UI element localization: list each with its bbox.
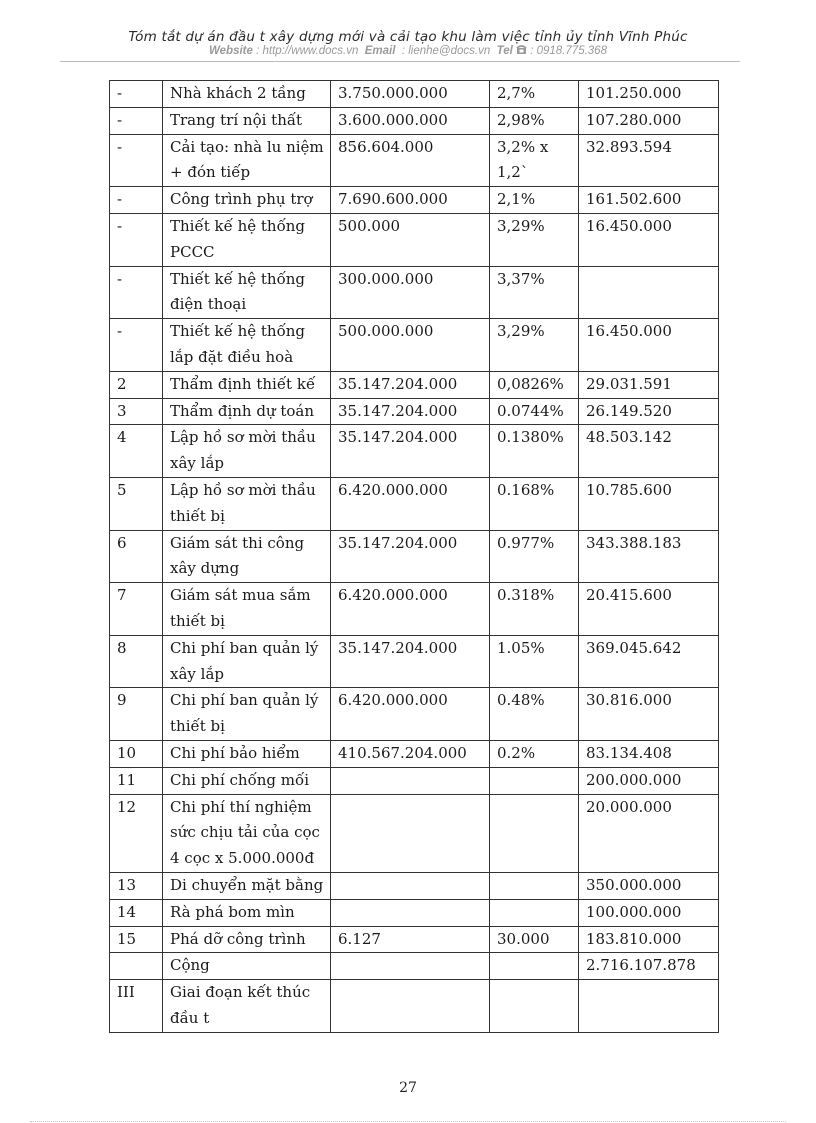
table-row	[110, 81, 719, 108]
row-number: 15	[110, 926, 163, 953]
row-cost: 10.785.600	[579, 477, 719, 530]
row-rate: 1.05%	[490, 635, 579, 688]
table-row	[110, 688, 719, 741]
row-item: Phá dỡ công trình	[163, 926, 331, 953]
row-item: Thiết kế hệ thống điện thoại	[163, 266, 331, 319]
row-rate	[490, 794, 579, 872]
tel-label: Tel	[496, 45, 513, 57]
table-row	[110, 319, 719, 372]
table-row	[110, 425, 719, 478]
row-rate: 0.2%	[490, 740, 579, 767]
row-base-value: 35.147.204.000	[331, 530, 490, 583]
table-row	[110, 872, 719, 899]
email-link[interactable]: : lienhe@docs.vn	[401, 45, 491, 57]
row-cost: 350.000.000	[579, 872, 719, 899]
row-number: -	[110, 134, 163, 187]
row-cost: 16.450.000	[579, 213, 719, 266]
row-number	[110, 953, 163, 980]
row-rate: 0,0826%	[490, 371, 579, 398]
row-base-value: 35.147.204.000	[331, 635, 490, 688]
row-rate: 0.48%	[490, 688, 579, 741]
row-rate: 3,29%	[490, 319, 579, 372]
row-item: Giám sát thi công xây dựng	[163, 530, 331, 583]
row-rate: 0.0744%	[490, 398, 579, 425]
row-number: 3	[110, 398, 163, 425]
phone-icon	[516, 45, 530, 57]
row-number: 4	[110, 425, 163, 478]
row-base-value: 7.690.600.000	[331, 187, 490, 214]
table-row	[110, 107, 719, 134]
table-row	[110, 767, 719, 794]
table-row	[110, 477, 719, 530]
row-base-value: 6.420.000.000	[331, 583, 490, 636]
row-base-value	[331, 953, 490, 980]
row-cost: 16.450.000	[579, 319, 719, 372]
row-cost: 30.816.000	[579, 688, 719, 741]
row-base-value: 6.420.000.000	[331, 477, 490, 530]
row-cost	[579, 980, 719, 1033]
row-cost: 29.031.591	[579, 371, 719, 398]
row-base-value: 35.147.204.000	[331, 425, 490, 478]
row-cost: 20.000.000	[579, 794, 719, 872]
tel-value: : 0918.775.368	[530, 45, 607, 57]
row-base-value: 35.147.204.000	[331, 371, 490, 398]
table-row	[110, 926, 719, 953]
row-number: 7	[110, 583, 163, 636]
row-base-value	[331, 794, 490, 872]
row-item: Công trình phụ trợ	[163, 187, 331, 214]
row-base-value	[331, 980, 490, 1033]
row-number: 2	[110, 371, 163, 398]
row-item: Lập hồ sơ mời thầu thiết bị	[163, 477, 331, 530]
row-cost: 20.415.600	[579, 583, 719, 636]
row-base-value: 3.600.000.000	[331, 107, 490, 134]
row-cost: 26.149.520	[579, 398, 719, 425]
row-item: Chi phí thí nghiệm sức chịu tải của cọc 4 cọc x 5.000.000đ	[163, 794, 331, 872]
row-base-value: 856.604.000	[331, 134, 490, 187]
table-row	[110, 371, 719, 398]
row-item: Thẩm định thiết kế	[163, 371, 331, 398]
row-rate: 0.977%	[490, 530, 579, 583]
row-number: -	[110, 107, 163, 134]
row-rate: 0.1380%	[490, 425, 579, 478]
row-base-value: 3.750.000.000	[331, 81, 490, 108]
row-cost: 183.810.000	[579, 926, 719, 953]
website-link[interactable]: : http://www.docs.vn	[256, 45, 359, 57]
row-cost: 107.280.000	[579, 107, 719, 134]
row-rate	[490, 899, 579, 926]
row-number: -	[110, 187, 163, 214]
page-header	[0, 28, 816, 58]
row-number: -	[110, 213, 163, 266]
page-number: 27	[399, 1080, 417, 1096]
table-row	[110, 794, 719, 872]
row-cost: 2.716.107.878	[579, 953, 719, 980]
row-cost: 101.250.000	[579, 81, 719, 108]
row-base-value: 500.000.000	[331, 319, 490, 372]
row-number: -	[110, 81, 163, 108]
table-row	[110, 899, 719, 926]
row-rate	[490, 872, 579, 899]
row-number: 9	[110, 688, 163, 741]
table-row	[110, 530, 719, 583]
row-base-value	[331, 899, 490, 926]
row-number: 8	[110, 635, 163, 688]
row-rate	[490, 953, 579, 980]
row-rate	[490, 767, 579, 794]
row-base-value: 35.147.204.000	[331, 398, 490, 425]
email-label: Email	[364, 45, 396, 57]
row-base-value	[331, 872, 490, 899]
row-rate: 3,37%	[490, 266, 579, 319]
row-number: 12	[110, 794, 163, 872]
website-label: Website	[209, 45, 253, 57]
table-row	[110, 980, 719, 1033]
row-cost: 100.000.000	[579, 899, 719, 926]
row-rate: 0.168%	[490, 477, 579, 530]
row-number: 11	[110, 767, 163, 794]
row-item: Thẩm định dự toán	[163, 398, 331, 425]
row-rate: 0.318%	[490, 583, 579, 636]
row-item: Cải tạo: nhà lu niệm + đón tiếp	[163, 134, 331, 187]
row-rate: 30.000	[490, 926, 579, 953]
row-number: 13	[110, 872, 163, 899]
row-number: 5	[110, 477, 163, 530]
row-cost: 369.045.642	[579, 635, 719, 688]
row-cost: 200.000.000	[579, 767, 719, 794]
row-item: Trang trí nội thất	[163, 107, 331, 134]
row-number: 10	[110, 740, 163, 767]
row-base-value: 410.567.204.000	[331, 740, 490, 767]
row-number: -	[110, 319, 163, 372]
table-row	[110, 740, 719, 767]
row-cost: 48.503.142	[579, 425, 719, 478]
row-base-value	[331, 767, 490, 794]
row-cost: 343.388.183	[579, 530, 719, 583]
table-row	[110, 213, 719, 266]
row-item: Giám sát mua sắm thiết bị	[163, 583, 331, 636]
cost-table-body	[110, 81, 719, 1033]
row-item: Cộng	[163, 953, 331, 980]
table-row	[110, 635, 719, 688]
row-rate: 3,2% x 1,2`	[490, 134, 579, 187]
table-row	[110, 266, 719, 319]
row-item: Chi phí ban quản lý xây lắp	[163, 635, 331, 688]
table-row	[110, 583, 719, 636]
table-row	[110, 134, 719, 187]
row-number: 6	[110, 530, 163, 583]
row-item: Chi phí bảo hiểm	[163, 740, 331, 767]
row-item: Chi phí ban quản lý thiết bị	[163, 688, 331, 741]
row-item: Chi phí chống mối	[163, 767, 331, 794]
row-cost	[579, 266, 719, 319]
cost-table	[109, 80, 719, 1033]
table-row	[110, 953, 719, 980]
row-number: -	[110, 266, 163, 319]
row-base-value: 500.000	[331, 213, 490, 266]
row-item: Thiết kế hệ thống lắp đặt điều hoà	[163, 319, 331, 372]
row-item: Lập hồ sơ mời thầu xây lắp	[163, 425, 331, 478]
row-cost: 83.134.408	[579, 740, 719, 767]
row-rate: 2,98%	[490, 107, 579, 134]
row-cost: 32.893.594	[579, 134, 719, 187]
row-cost: 161.502.600	[579, 187, 719, 214]
table-row	[110, 398, 719, 425]
header-title: Tóm tắt dự án đầu t xây dựng mới và cải tạo khu làm việc tỉnh ủy tỉnh Vĩnh Phúc	[128, 29, 688, 45]
row-item: Rà phá bom mìn	[163, 899, 331, 926]
footer-divider	[30, 1121, 786, 1122]
row-base-value: 300.000.000	[331, 266, 490, 319]
row-item: Nhà khách 2 tầng	[163, 81, 331, 108]
row-item: Thiết kế hệ thống PCCC	[163, 213, 331, 266]
header-contact	[0, 44, 816, 58]
row-base-value: 6.420.000.000	[331, 688, 490, 741]
row-rate: 2,1%	[490, 187, 579, 214]
row-base-value: 6.127	[331, 926, 490, 953]
row-number: III	[110, 980, 163, 1033]
header-divider	[60, 61, 740, 62]
row-rate	[490, 980, 579, 1033]
row-item: Giai đoạn kết thúc đầu t	[163, 980, 331, 1033]
row-item: Di chuyển mặt bằng	[163, 872, 331, 899]
row-number: 14	[110, 899, 163, 926]
table-row	[110, 187, 719, 214]
row-rate: 3,29%	[490, 213, 579, 266]
row-rate: 2,7%	[490, 81, 579, 108]
